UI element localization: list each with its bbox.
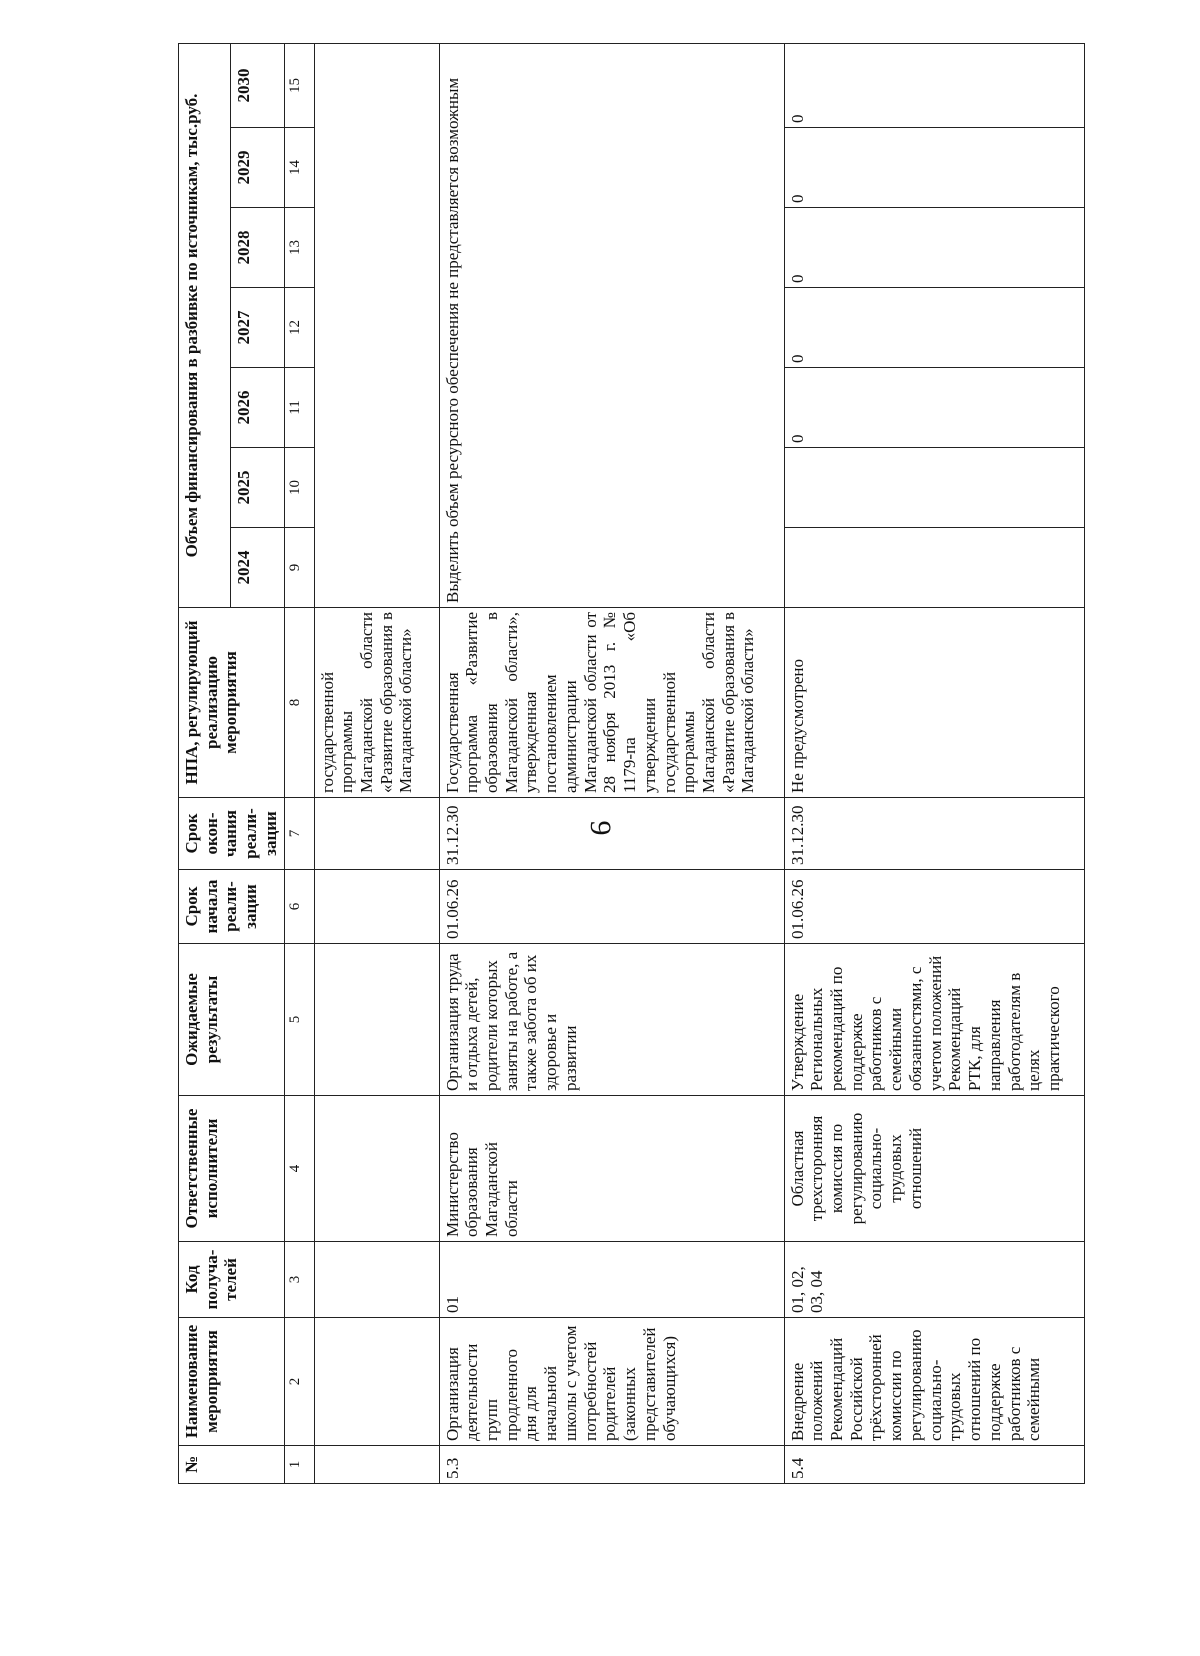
index-cell: 14 [284, 128, 314, 208]
header-year: 2029 [230, 128, 284, 208]
executor: Министерство образования Магаданской области [439, 1096, 784, 1242]
expected-results: Утверждение Региональных рекомендаций по поддержке работников с семейными обязанностями, с учетом положений Рекомендаций РТК, для направления работодателям в целях практического [784, 944, 1084, 1096]
header-year: 2024 [230, 528, 284, 608]
measure-name: Организация деятельности групп продленного дня для начальной школы с учетом потребностей родителей (законных представителей обучающихся) [439, 1318, 784, 1446]
header-year: 2027 [230, 288, 284, 368]
index-row [284, 43, 314, 1483]
start-date: 01.06.26 [439, 870, 784, 944]
header-start: Срок начала реали-зации [179, 870, 285, 944]
table-row [784, 43, 1084, 1483]
funding-cell: 0 [784, 208, 1084, 288]
npa-cell: Государственная программа «Развитие образования в Магаданской области», утвержденная постановлением администрации Магаданской области от 28 ноября 2013 г. № 1179-па «Об утверждении государственной программы Магаданской области «Развитие образования в Магаданской области» [439, 608, 784, 798]
funding-cell [784, 528, 1084, 608]
header-year: 2025 [230, 448, 284, 528]
index-cell: 13 [284, 208, 314, 288]
measure-name: Внедрение положений Рекомендаций Российской трёхсторонней комиссии по регулированию социально-трудовых отношений по поддержке работников с семейными [784, 1318, 1084, 1446]
index-cell: 8 [284, 608, 314, 798]
index-cell: 10 [284, 448, 314, 528]
header-no: № [179, 1446, 285, 1484]
funding-cell: 0 [784, 288, 1084, 368]
header-exec: Ответственные исполнители [179, 1096, 285, 1242]
page-number: 9 [584, 820, 617, 836]
header-npa: НПА, регулирующий реализацию мероприятия [179, 608, 285, 798]
header-year: 2028 [230, 208, 284, 288]
table-row [439, 43, 784, 1483]
executor: Областная трехсторонняя комиссия по регулированию социально-трудовых отношений [784, 1096, 1084, 1242]
npa-cell: государственной программы Магаданской области «Развитие образования в Магаданской области» [314, 608, 439, 798]
row-number: 5.3 [439, 1446, 784, 1484]
index-cell: 3 [284, 1242, 314, 1318]
index-cell: 2 [284, 1318, 314, 1446]
header-year: 2026 [230, 368, 284, 448]
end-date: 31.12.30 [439, 798, 784, 870]
header-row [179, 43, 231, 1483]
header-year: 2030 [230, 43, 284, 127]
index-cell: 6 [284, 870, 314, 944]
funding-note: Выделить объем ресурсного обеспечения не представляется возможным [439, 43, 784, 607]
header-funding: Объем финансирования в разбивке по источникам, тыс.руб. [179, 43, 231, 607]
header-code: Код получа-телей [179, 1242, 285, 1318]
index-cell: 7 [284, 798, 314, 870]
rotated-table-container [178, 44, 1178, 1484]
recipient-code: 01 [439, 1242, 784, 1318]
funding-cell [784, 448, 1084, 528]
end-date: 31.12.30 [784, 798, 1084, 870]
funding-cell: 0 [784, 128, 1084, 208]
row-number: 5.4 [784, 1446, 1084, 1484]
start-date: 01.06.26 [784, 870, 1084, 944]
header-results: Ожидаемые результаты [179, 944, 285, 1096]
index-cell: 12 [284, 288, 314, 368]
table-row-continued [314, 43, 439, 1483]
index-cell: 9 [284, 528, 314, 608]
measures-table [178, 43, 1085, 1484]
npa-cell: Не предусмотрено [784, 608, 1084, 798]
funding-cell: 0 [784, 43, 1084, 127]
index-cell: 5 [284, 944, 314, 1096]
expected-results: Организация труда и отдыха детей, родители которых заняты на работе, а также забота об их здоровье и развитии [439, 944, 784, 1096]
index-cell: 4 [284, 1096, 314, 1242]
funding-cell: 0 [784, 368, 1084, 448]
index-cell: 1 [284, 1446, 314, 1484]
index-cell: 15 [284, 43, 314, 127]
index-cell: 11 [284, 368, 314, 448]
header-name: Наименование мероприятия [179, 1318, 285, 1446]
header-end: Срок окон-чания реали-зации [179, 798, 285, 870]
recipient-code: 01, 02, 03, 04 [784, 1242, 1084, 1318]
